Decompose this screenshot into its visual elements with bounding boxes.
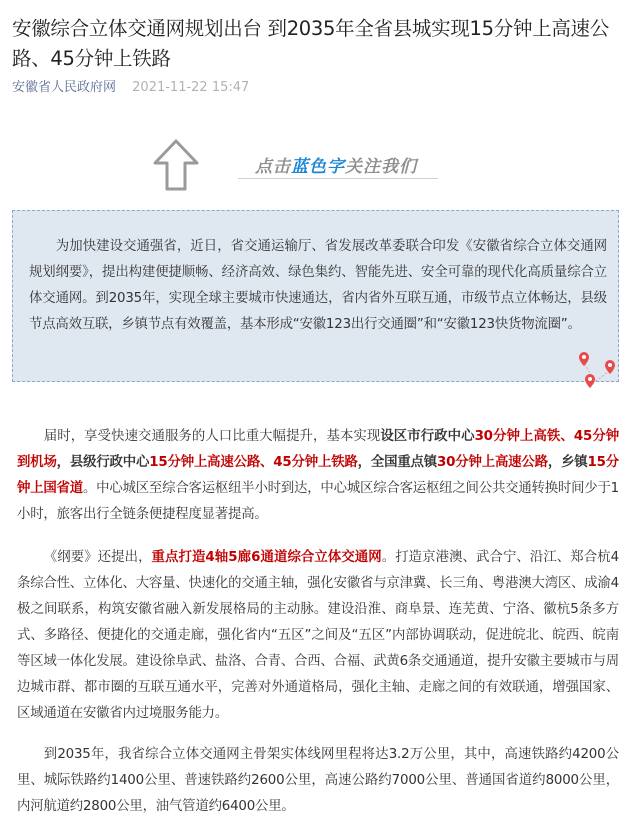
follow-underline xyxy=(238,178,438,179)
source-link[interactable]: 安徽省人民政府网 xyxy=(12,80,117,95)
paragraph-1 xyxy=(17,424,619,528)
p2-s2: 重点打造4轴5廊6通道综合立体交通网 xyxy=(151,550,382,565)
p2-s1: 《纲要》还提出， xyxy=(43,550,152,565)
follow-pre: 点击 xyxy=(255,157,291,177)
p1-s3: 30分钟上高铁、45分钟到机场 xyxy=(17,429,619,470)
paragraph-2 xyxy=(17,545,619,727)
follow-post: 关注我们 xyxy=(345,157,417,177)
up-arrow-outline-icon xyxy=(153,139,199,191)
p1-s7: 30分钟上高速公路 xyxy=(437,455,548,470)
p1-s10: 。中心城区至综合客运枢纽半小时到达，中心城区综合客运枢纽之间公共交通转换时间少于1小时，旅客出行全链条便捷程度显著提高。 xyxy=(17,481,619,522)
paragraph-3: 到2035年，我省综合立体交通网主骨架实体线网里程将达3.2万公里，其中，高速铁路约4200公里、城际铁路约1400公里、普速铁路约2600公里，高速公路约7000公里、普通国省道约8000公里，内河航道约2800公里，油气管道约6400公里。 xyxy=(17,747,619,814)
follow-blue-2: 色 xyxy=(309,157,327,177)
map-pins-icon xyxy=(574,350,620,392)
summary-box xyxy=(12,210,619,382)
follow-us-banner[interactable] xyxy=(255,152,417,177)
article-meta xyxy=(12,79,249,97)
follow-blue-3: 字 xyxy=(327,157,345,177)
summary-text: 为加快建设交通强省，近日，省交通运输厅、省发展改革委联合印发《安徽省综合立体交通网规划纲要》，提出构建便捷顺畅、经济高效、绿色集约、智能先进、安全可靠的现代化高质量综合立体交通网。到2035年，实现全球主要城市快速通达，省内省外互联互通，市级节点立体畅达，县级节点高效互联，乡镇节点有效覆盖，基本形成“安徽123出行交通圈”和“安徽123快货物流圈”。 xyxy=(29,239,607,332)
article-title: 安徽综合立体交通网规划出台 到2035年全省县城实现15分钟上高速公路、45分钟上铁路 xyxy=(12,17,609,70)
p1-s9: 15分钟上国省道 xyxy=(17,455,619,496)
p2-s3: 。打造京港澳、武合宁、沿江、郑合杭4条综合性、立体化、大容量、快速化的交通主轴，强化安徽省与京津冀、长三角、粤港澳大湾区、成渝4极之间联系，构筑安徽省融入新发展格局的主动脉。建设沿淮、商阜景、连芜黄、宁洛、徽杭5条多方式、多路径、便捷化的交通走廊，强化省内“五区”之间及“五区”内部协调联动，促进皖北、皖西、皖南等区域一体化发展。建设徐阜武、盐洛、合青、合西、合福、武黄6条交通通道，提升安徽主要城市与周边城市群、都市圈的互联互通水平，完善对外通道格局，强化主轴、走廊之间的有效联通，增强国家、区域通道在安徽省内过境服务能力。 xyxy=(17,550,619,721)
publish-time: 2021-11-22 15:47 xyxy=(132,80,250,95)
p1-s6: ，全国重点镇 xyxy=(357,455,438,470)
p1-s5: 15分钟上高速公路、45分钟上铁路 xyxy=(149,455,358,470)
p1-s2: 设区市行政中心 xyxy=(380,429,475,444)
p1-s1: 届时，享受快速交通服务的人口比重大幅提升，基本实现 xyxy=(43,429,381,444)
p1-s4: ，县级行政中心 xyxy=(56,455,150,470)
follow-blue-1: 蓝 xyxy=(291,157,309,177)
p1-s8: ，乡镇 xyxy=(547,455,588,470)
